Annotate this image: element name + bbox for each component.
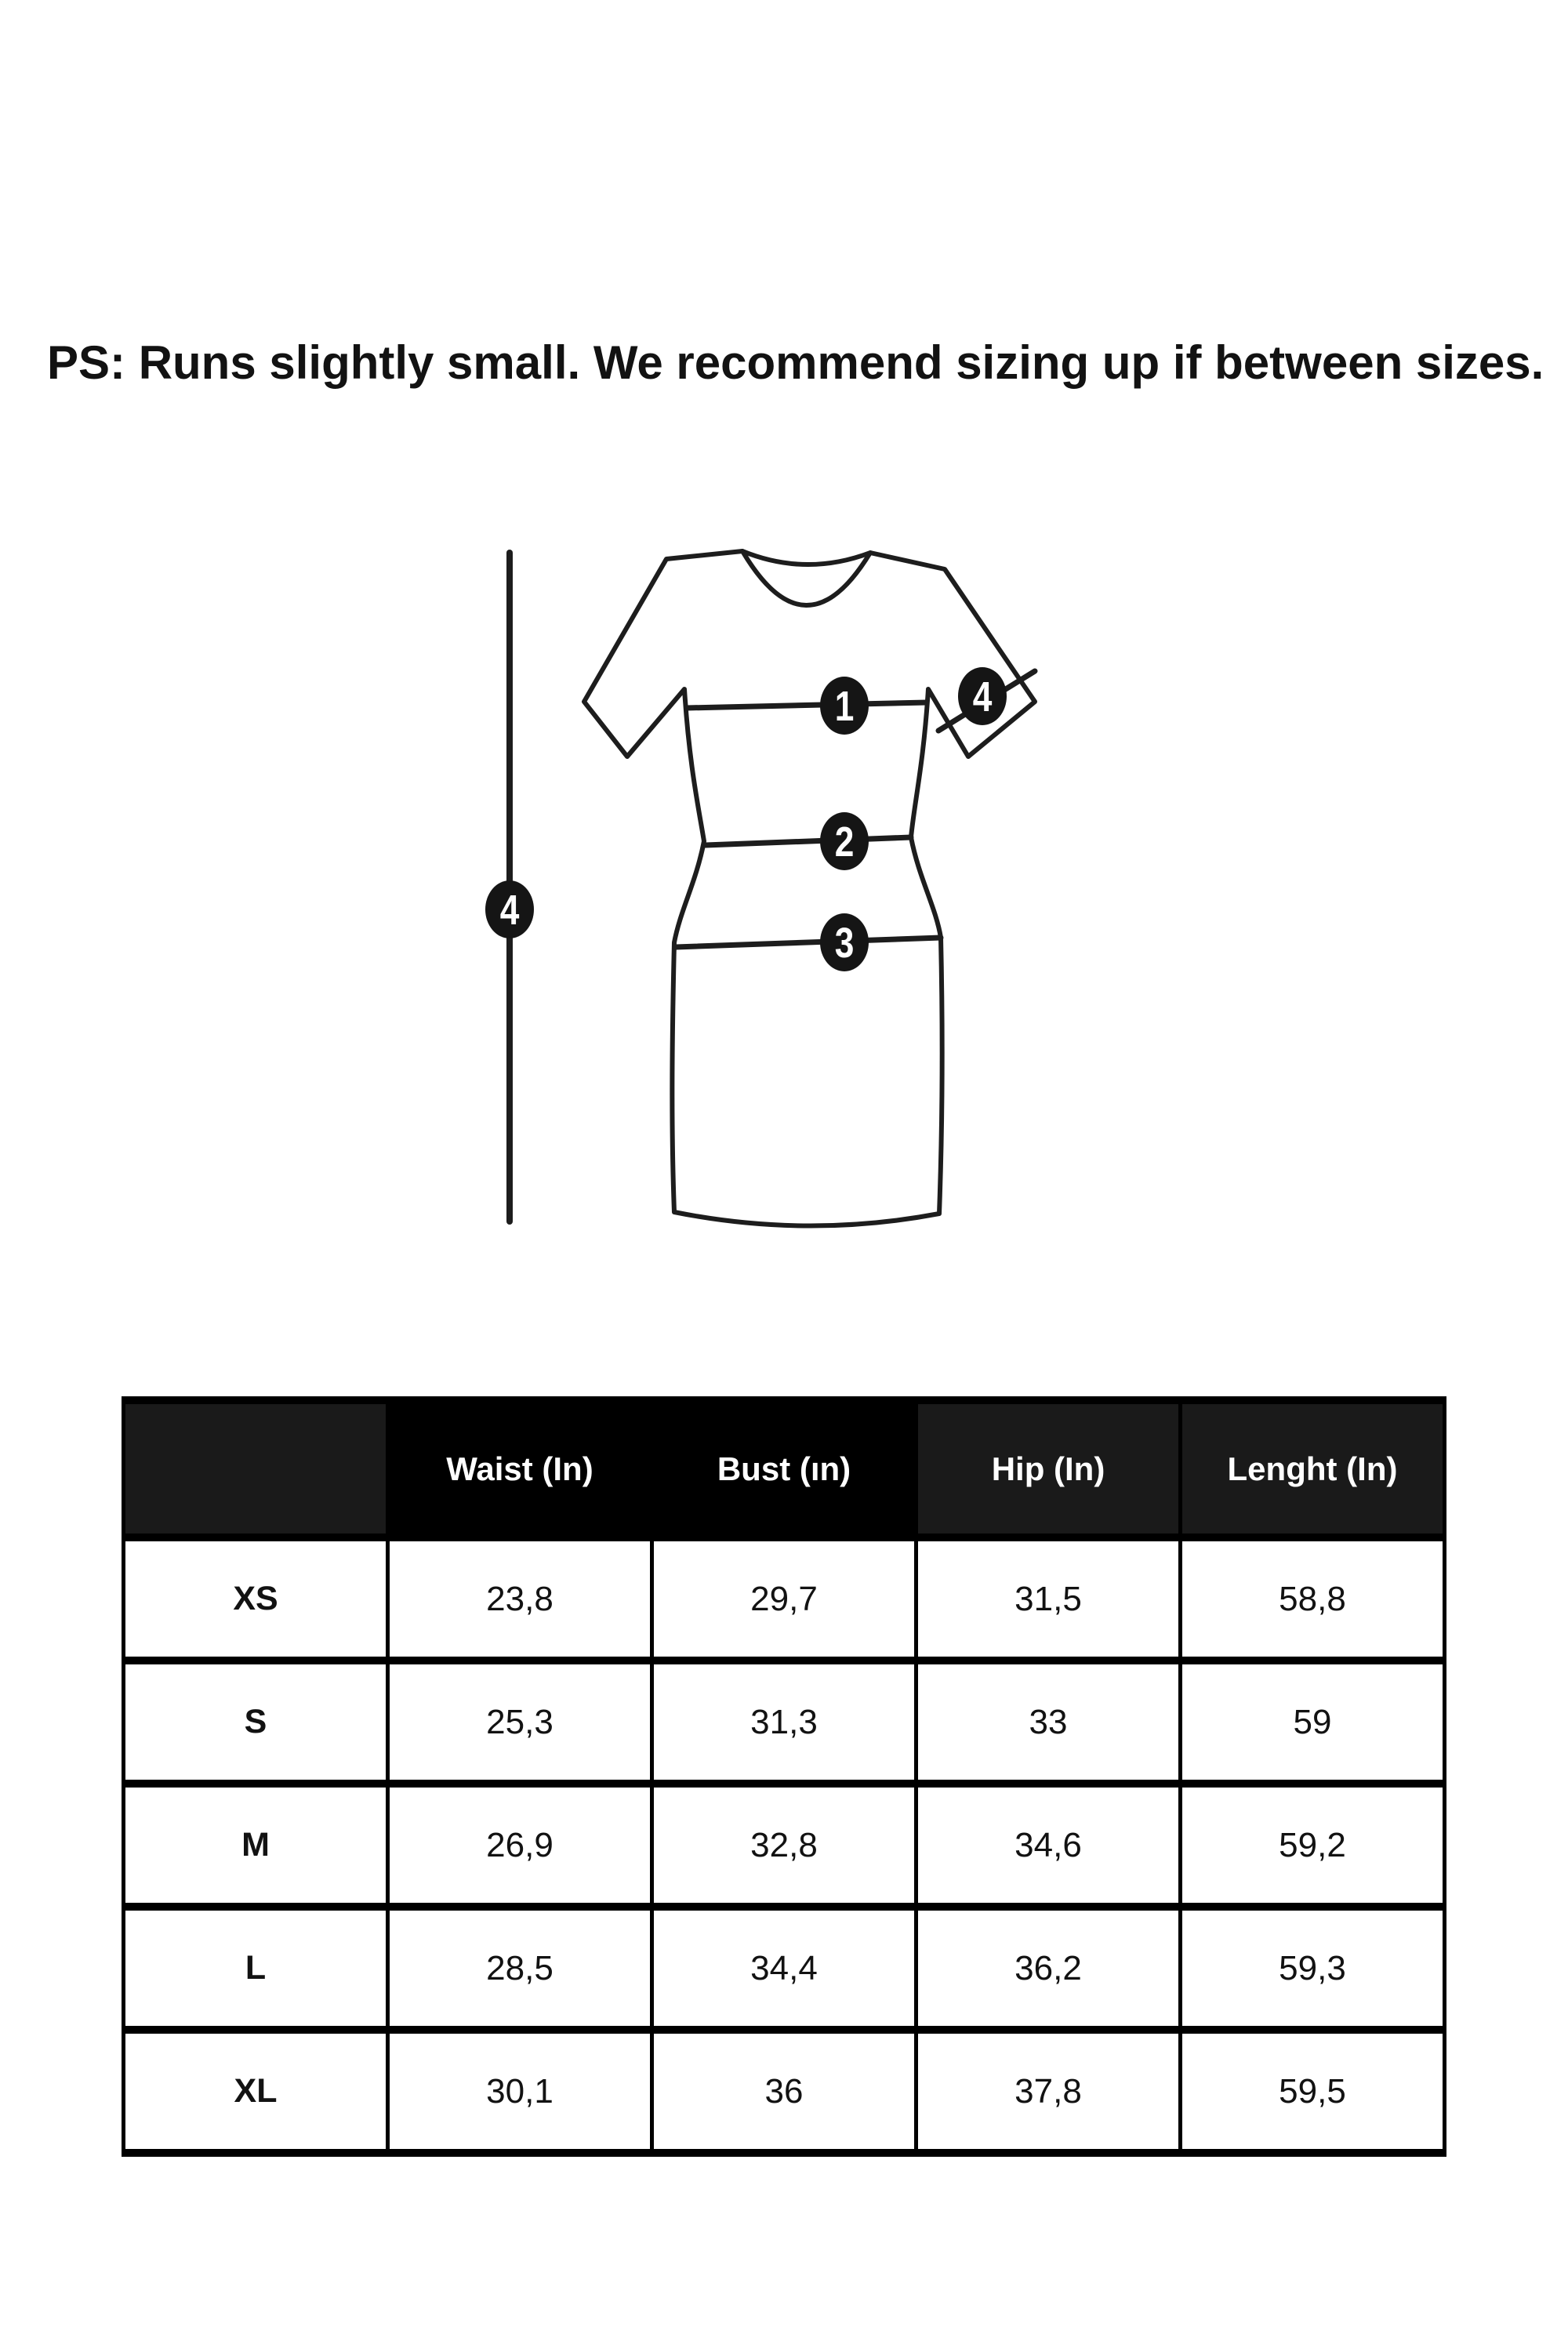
xl-hip: 37,8 <box>916 2030 1181 2153</box>
column-header-waist: Waist (In) <box>388 1400 652 1537</box>
table-row-s <box>124 1661 1445 1784</box>
badge-4-length-number: 4 <box>499 886 520 935</box>
l-waist: 28,5 <box>388 1907 652 2030</box>
column-header-size <box>124 1400 388 1537</box>
waist-measure-line <box>706 837 911 845</box>
table-row-m <box>124 1784 1445 1907</box>
table-row-xl <box>124 2030 1445 2153</box>
dress-outline <box>584 551 1035 1226</box>
sizing-note-text: PS: Runs slightly small. We recommend sizing up if between sizes. <box>47 336 1544 389</box>
badge-4-length <box>485 880 534 938</box>
badge-3-number: 3 <box>834 919 855 967</box>
table-row-xs <box>124 1537 1445 1661</box>
dress-diagram-svg <box>439 510 1098 1278</box>
table-row-l <box>124 1907 1445 2030</box>
s-bust: 31,3 <box>652 1661 916 1784</box>
badge-4-sleeve-number: 4 <box>972 673 993 721</box>
size-label-m: M <box>124 1784 388 1907</box>
xs-waist: 23,8 <box>388 1537 652 1661</box>
badge-4-sleeve <box>958 667 1007 725</box>
m-hip: 34,6 <box>916 1784 1181 1907</box>
size-chart-table <box>122 1396 1446 2157</box>
xs-hip: 31,5 <box>916 1537 1181 1661</box>
badge-2-waist <box>820 812 869 870</box>
dress-measurement-diagram <box>439 510 1098 1278</box>
badge-2-number: 2 <box>834 818 855 866</box>
m-length: 59,2 <box>1181 1784 1445 1907</box>
m-bust: 32,8 <box>652 1784 916 1907</box>
xs-bust: 29,7 <box>652 1537 916 1661</box>
xl-bust: 36 <box>652 2030 916 2153</box>
s-waist: 25,3 <box>388 1661 652 1784</box>
l-length: 59,3 <box>1181 1907 1445 2030</box>
m-waist: 26,9 <box>388 1784 652 1907</box>
badge-1-bust <box>820 677 869 735</box>
badge-1-number: 1 <box>834 682 855 731</box>
s-hip: 33 <box>916 1661 1181 1784</box>
size-label-s: S <box>124 1661 388 1784</box>
size-label-l: L <box>124 1907 388 2030</box>
l-bust: 34,4 <box>652 1907 916 2030</box>
badge-3-hip <box>820 913 869 971</box>
column-header-length: Lenght (In) <box>1181 1400 1445 1537</box>
s-length: 59 <box>1181 1661 1445 1784</box>
xl-length: 59,5 <box>1181 2030 1445 2153</box>
xl-waist: 30,1 <box>388 2030 652 2153</box>
hip-measure-line <box>676 938 941 947</box>
xs-length: 58,8 <box>1181 1537 1445 1661</box>
size-label-xs: XS <box>124 1537 388 1661</box>
l-hip: 36,2 <box>916 1907 1181 2030</box>
size-label-xl: XL <box>124 2030 388 2153</box>
column-header-hip: Hip (In) <box>916 1400 1181 1537</box>
column-header-bust: Bust (ın) <box>652 1400 916 1537</box>
table-header-row <box>124 1400 1445 1537</box>
bust-measure-line <box>687 702 927 708</box>
